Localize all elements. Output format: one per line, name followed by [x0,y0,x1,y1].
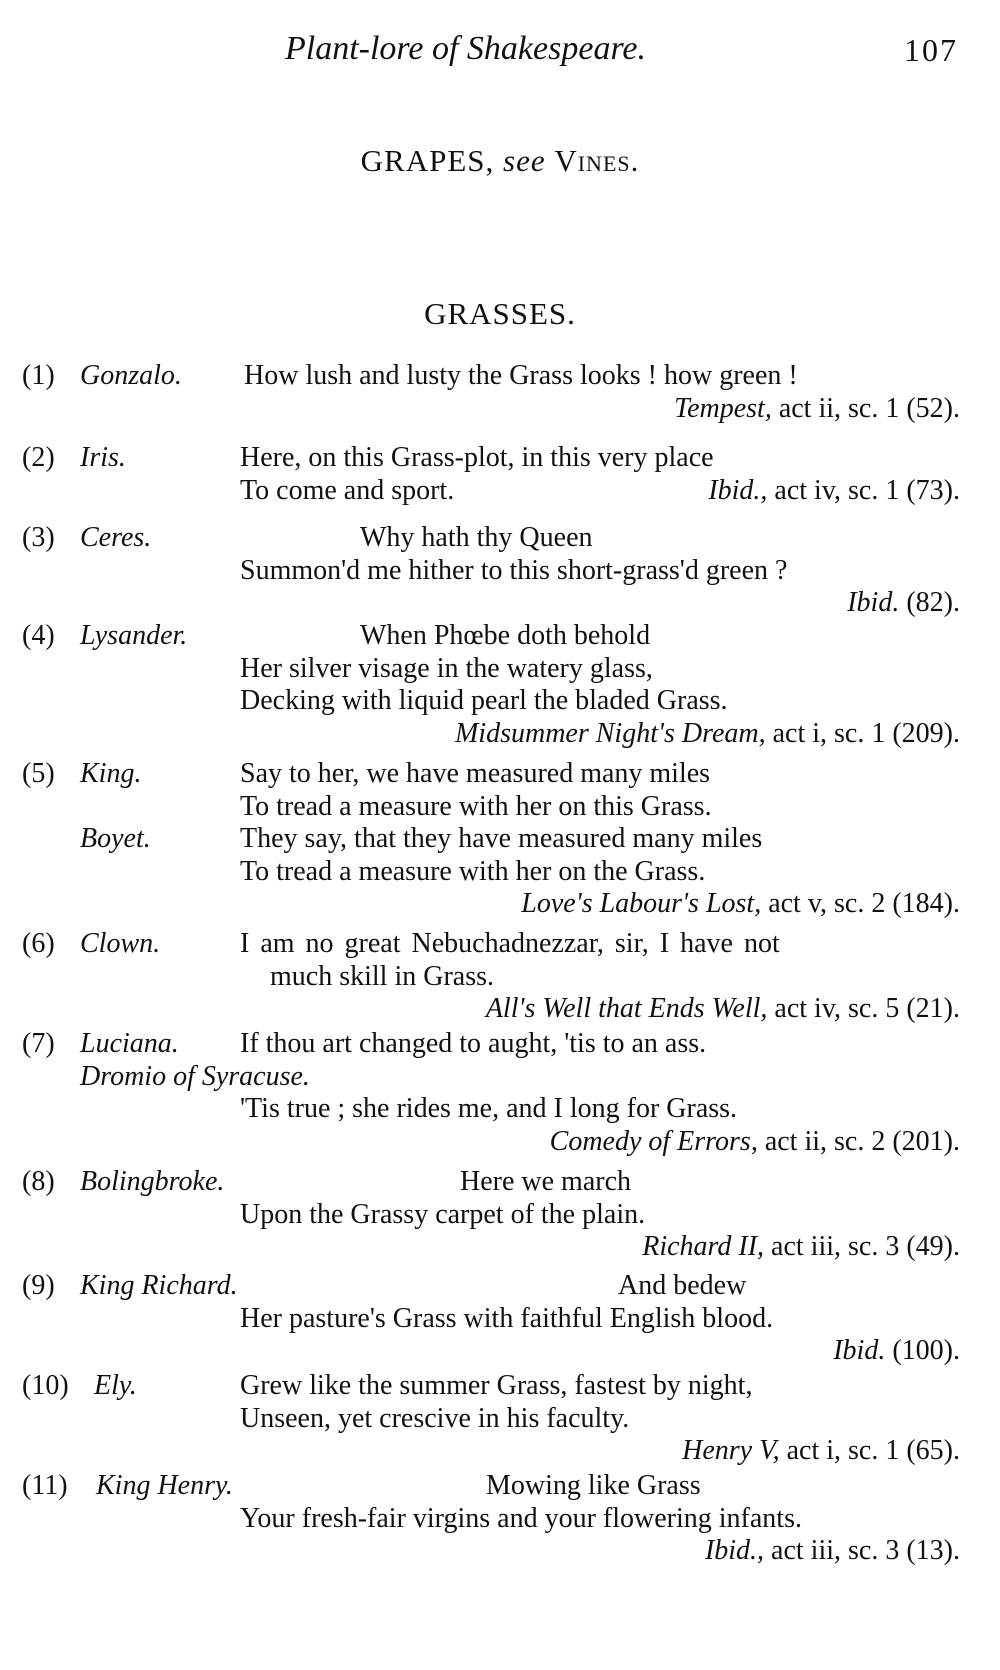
quote-line: Summon'd me hither to this short-grass'd green ? [240,554,788,586]
speaker: Iris. [80,442,126,473]
citation-work: Midsummer Night's Dream, [454,717,766,749]
citation [674,393,960,426]
speaker: Gonzalo. [80,360,182,391]
speaker: Ely. [94,1370,137,1401]
quote-line: To come and sport. [240,474,455,506]
entry-number: (11) [22,1470,68,1501]
citation [833,1335,960,1368]
citation-work: Tempest, [674,392,772,424]
running-title: Plant-lore of Shakespeare. [285,30,647,67]
quote-line: Upon the Grassy carpet of the plain. [240,1198,646,1230]
citation [708,475,960,508]
quote-line: When Phœbe doth behold [360,620,651,651]
entry-number: (1) [22,360,55,391]
citation-location: act i, sc. 1 (209). [772,717,960,749]
quote-line: They say, that they have measured many miles [240,823,763,854]
citation-work: Ibid. [833,1335,886,1366]
quote-line: Unseen, yet crescive in his faculty. [240,1402,630,1434]
speaker: King Henry. [96,1470,233,1501]
page-number: 107 [904,32,958,68]
citation-location: act ii, sc. 2 (201). [764,1125,960,1157]
quote-line: Her silver visage in the watery glass, [240,652,653,684]
page-header [0,30,1000,78]
citation-work: Comedy of Errors, [549,1125,758,1157]
speaker: King Richard. [80,1270,238,1301]
quote-line: Why hath thy Queen [360,522,593,553]
quotation-entry-7 [0,1028,1000,1158]
quotation-entry-4 [0,620,1000,750]
quote-line: How lush and lusty the Grass looks ! how green ! [244,360,798,391]
citation-location: act iii, sc. 3 (49). [771,1231,960,1262]
entry-number: (6) [22,928,55,959]
quote-line: I am no great Nebuchadnezzar, sir, I have not [240,928,780,959]
citation [847,587,960,620]
speaker: King. [80,758,142,789]
speaker: Luciana. [80,1028,179,1059]
citation [486,993,960,1026]
speaker-secondary: Boyet. [80,823,151,854]
grapes-heading [0,143,1000,179]
quote-line: Say to her, we have measured many miles [240,758,711,789]
speaker: Bolingbroke. [80,1166,225,1197]
quotation-entry-1 [0,360,1000,425]
entry-number: (8) [22,1166,55,1197]
speaker: Lysander. [80,620,188,651]
citation-work: Ibid. [847,587,900,618]
grapes-heading-ref: Vines. [554,143,640,178]
citation [642,1231,960,1264]
entry-number: (2) [22,442,55,473]
speaker: Clown. [80,928,161,959]
entry-number: (3) [22,522,55,553]
citation-location: act i, sc. 1 (65). [786,1435,960,1466]
citation-location: act ii, sc. 1 (52). [778,392,960,424]
citation [521,888,960,921]
quote-line: Decking with liquid pearl the bladed Grass. [240,685,728,716]
quote-line: If thou art changed to aught, 'tis to an ass. [240,1028,707,1059]
quote-line: To tread a measure with her on the Grass. [240,855,706,887]
quotation-entry-3 [0,522,1000,620]
quote-line: much skill in Grass. [270,960,494,992]
speaker-secondary: Dromio of Syracuse. [80,1060,310,1092]
quote-line: And bedew [618,1270,747,1301]
quotation-entry-10 [0,1370,1000,1468]
citation-work: Henry V, [682,1435,780,1466]
quote-line: Mowing like Grass [486,1470,701,1501]
entry-number: (10) [22,1370,69,1401]
speaker: Ceres. [80,522,152,553]
citation-location: act iv, sc. 1 (73). [774,474,960,506]
entry-number: (4) [22,620,55,651]
citation [705,1535,960,1568]
citation-location: act iii, sc. 3 (13). [771,1535,960,1566]
citation-work: Love's Labour's Lost, [521,888,762,919]
quote-line: To tread a measure with her on this Grass. [240,790,712,822]
quotation-entry-6 [0,928,1000,1026]
citation-work: All's Well that Ends Well, [485,993,768,1024]
grapes-heading-main: GRAPES, [360,143,495,178]
quotation-entry-9 [0,1270,1000,1368]
quotation-entry-5 [0,758,1000,921]
citation-work: Richard II, [642,1231,765,1262]
quotation-entry-11 [0,1470,1000,1568]
quotation-entry-8 [0,1166,1000,1264]
citation-location: act v, sc. 2 (184). [768,888,960,919]
citation [682,1435,960,1468]
quote-line: Your fresh-fair virgins and your flowering infants. [240,1502,802,1534]
citation-location: (100). [892,1335,960,1366]
citation [550,1126,960,1159]
grasses-heading: GRASSES. [424,296,576,331]
entry-number: (5) [22,758,55,789]
citation [455,718,960,751]
entry-number: (7) [22,1028,55,1059]
quote-line: 'Tis true ; she rides me, and I long for Grass. [240,1093,738,1124]
quote-line: Grew like the summer Grass, fastest by night, [240,1370,753,1401]
quote-line: Here, on this Grass-plot, in this very place [240,442,714,473]
citation-location: act iv, sc. 5 (21). [774,993,960,1024]
quotation-entry-2 [0,442,1000,507]
citation-work: Ibid., [708,474,768,506]
quote-line: Her pasture's Grass with faithful English blood. [240,1302,774,1334]
citation-work: Ibid., [704,1535,765,1566]
citation-location: (82). [906,587,960,618]
entry-number: (9) [22,1270,55,1301]
grapes-heading-see: see [503,143,546,178]
quote-line: Here we march [460,1166,632,1197]
